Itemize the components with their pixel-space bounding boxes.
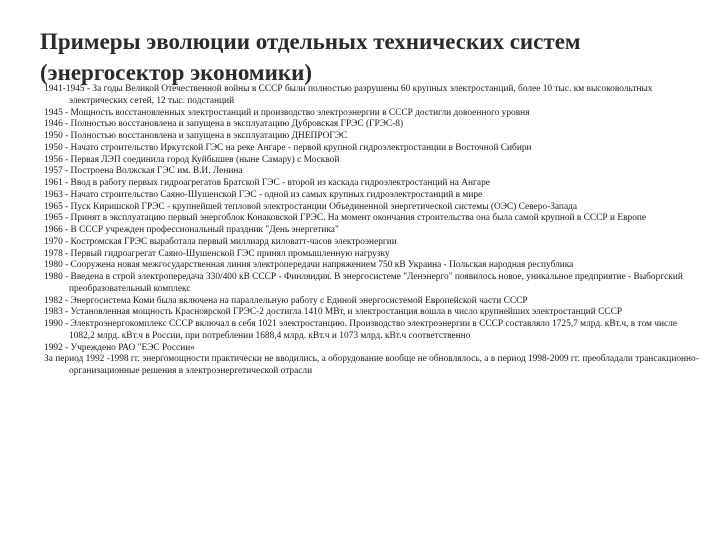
slide-title <box>40 26 700 88</box>
timeline-entry: За период 1992 -1998 гг. энергомощности практически не вводились, а оборудование вообще не обновлялось, а в период 1998-2009 гг. преобладали трансакционно-организационные решения в электроэнергетической отрасли <box>44 354 699 376</box>
timeline-entry: 1983 - Установленная мощность Красноярской ГРЭС-2 достигла 1410 МВт, и электростанция вошла в число крупнейших электростанций СССР <box>44 307 623 318</box>
timeline-entry: 1963 - Начато строительство Саяно-Шушенской ГЭС - одной из самых крупных гидроэлектростанций в мире <box>44 189 483 200</box>
timeline-entry: 1992 - Учреждено РАО "ЕЭС России« <box>44 342 195 353</box>
timeline-entry: 1980 - Введена в строй электропередача 330/400 кВ СССР - Финляндия. В энергосистеме "Ленэнерго" появилось новое, уникальное предприятие - Выборгский преобразовательный комплекс <box>44 272 683 294</box>
timeline-entry: 1980 - Сооружена новая межгосударственная линия электропередачи напряжением 750 кВ Украина - Польская народная республика <box>44 260 574 271</box>
timeline-entry: 1950 - Полностью восстановлена и запущена в эксплуатацию ДНЕПРОГЭС <box>44 131 348 141</box>
slide-title-line-1: Примеры эволюции отдельных технических систем <box>40 29 581 54</box>
timeline-entry: 1941-1945 - За годы Великой Отечественной войны в СССР были полностью разрушены 60 крупных электростанций, более 10 тыс. км высоковольтных электрических сетей, 12 тыс. подстанций <box>44 84 653 106</box>
timeline-entry: 1957 - Построена Волжская ГЭС им. В.И. Ленина <box>44 166 243 177</box>
timeline-entry: 1970 - Костромская ГРЭС выработала первый миллиард киловатт-часов электроэнергии <box>44 236 397 247</box>
timeline-entry: 1946 - Полностью восстановлена и запущена в эксплуатацию Дубровская ГРЭС (ГРЭС-8) <box>44 119 404 130</box>
timeline-entry: 1956 - Первая ЛЭП соединила город Куйбышев (ныне Самару) с Москвой <box>44 154 340 165</box>
timeline-entry: 1990 - Электроэнергокомплекс СССР включал в себя 1021 электростанцию. Производство электроэнергии в СССР составляло 1725,7 млрд. кВт.ч, в том числе 1082,2 млрд. кВт.ч в России, при потреблении 1688,4 млрд. кВт.ч и 1073 млрд. кВт.ч соответственно <box>44 319 677 341</box>
timeline-entry: 1982 - Энергосистема Коми была включена на параллельную работу с Единой энергосистемой Европейской части СССР <box>44 295 528 306</box>
timeline-entry: 1965 - Пуск Киришской ГРЭС - крупнейшей тепловой электростанции Объединенной энергетической системы (ОЭС) Северо-Запада <box>44 201 578 212</box>
timeline-entry: 1978 - Первый гидроагрегат Саяно-Шушенской ГЭС принял промышленную нагрузку <box>44 248 390 259</box>
slide-title-line-2: (энергосектор экономики) <box>40 60 312 85</box>
timeline-entry: 1961 - Ввод в работу первых гидроагрегатов Братской ГЭС - второй из каскада гидроэлектростанций на Ангаре <box>44 178 490 188</box>
timeline-list <box>44 84 704 378</box>
timeline-entry: 1950 - Начато строительство Иркутской ГЭС на реке Ангаре - первой крупной гидроэлектростанции в Восточной Сибири <box>44 142 532 153</box>
timeline-entry: 1945 - Мощность восстановленных электростанций и производство электроэнергии в СССР достигли довоенного уровня <box>44 107 530 118</box>
timeline-entry: 1965 - Принят в эксплуатацию первый энергоблок Конаковской ГРЭС. На момент окончания строительства она была самой крупной в СССР и Европе <box>44 213 647 224</box>
timeline-entry: 1966 - В СССР учрежден профессиональный праздник "День энергетика" <box>44 225 339 235</box>
